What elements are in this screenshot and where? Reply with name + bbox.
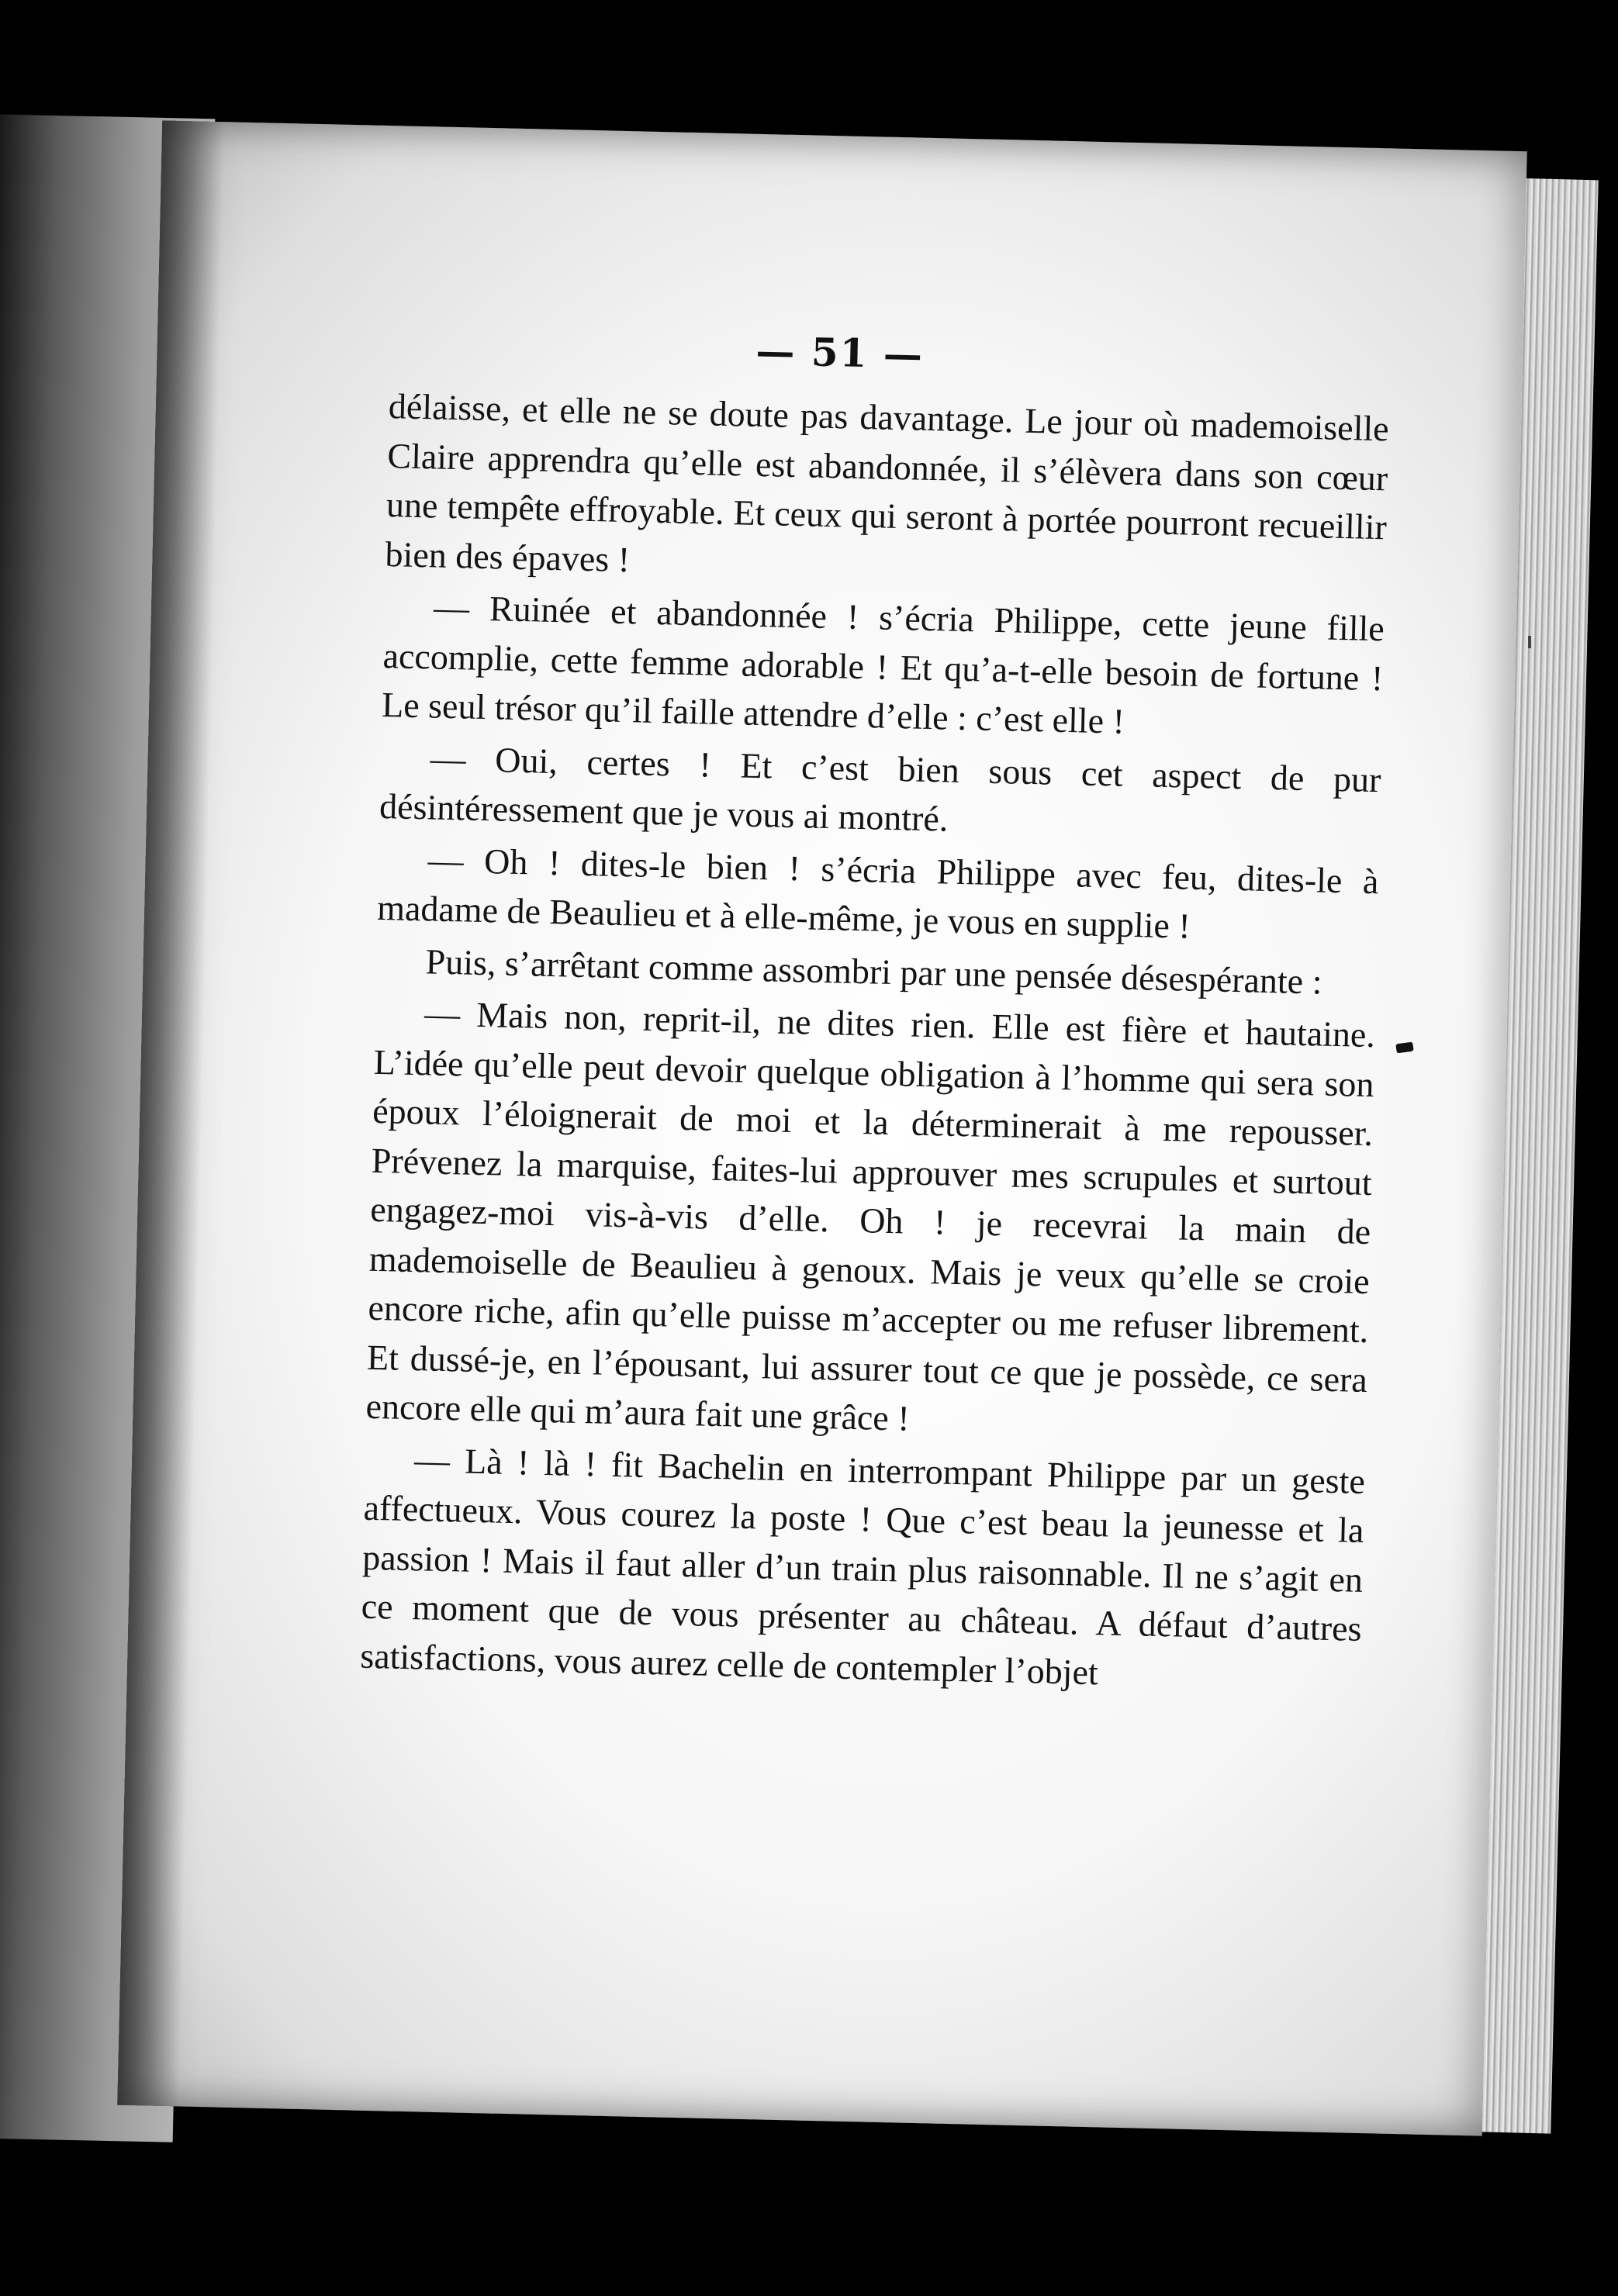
- paragraph: — Oui, certes ! Et c’est bien sous cet aspect de pur désintéressement que je vous ai montré.: [379, 737, 1381, 839]
- page-text: [360, 382, 1390, 1706]
- ink-tick-mark: [1528, 636, 1531, 648]
- paragraph: délaisse, et elle ne se doute pas davantage. Le jour où mademoiselle Claire apprendra qu’elle est abandonnée, il s’élèvera dans son cœur une tempête effroyable. Et ceux qui seront à portée pourront recueillir bien des épaves !: [385, 386, 1390, 579]
- paragraph: Puis, s’arrêtant comme assombri par une pensée désespérante :: [425, 941, 1323, 1002]
- paragraph: — Là ! là ! fit Bachelin en interrompant Philippe par un geste affectueux. Vous courez la poste ! Que c’est beau la jeunesse et la passion ! Mais il faut aller d’un train plus raisonnable. Il ne s’agit en ce moment que de vous présenter au château. A défaut d’autres satisfactions, vous aurez celle de contempler l’objet: [359, 1439, 1366, 1692]
- paragraph: — Ruinée et abandonnée ! s’écria Philippe, cette jeune fille accomplie, cette femme adorable ! Et qu’a-t-elle besoin de fortune ! Le seul trésor qu’il faille attendre d’elle : c’est elle !: [381, 587, 1385, 741]
- book-page: [117, 120, 1527, 2135]
- paragraph: — Oh ! dites-le bien ! s’écria Philippe avec feu, dites-le à madame de Beaulieu et à elle-même, je vous en supplie !: [376, 839, 1379, 946]
- paragraph: — Mais non, reprit-il, ne dites rien. Elle est fière et hautaine. L’idée qu’elle peut devoir quelque obligation à l’homme qui sera son époux l’éloignerait de moi et la déterminerait à me repousser. Prévenez la marquise, faites-lui approuver mes scrupules et surtout engagez-moi vis-à-vis d’elle. Oh ! je recevrai la main de mademoiselle de Beaulieu à genoux. Mais je veux qu’elle se croie encore riche, afin qu’elle puisse m’accepter ou me refuser librement. Et dussé-je, en l’épousant, lui assurer tout ce que je possède, ce sera encore elle qui m’aura fait une grâce !: [365, 993, 1376, 1438]
- page-number: — 51 —: [755, 327, 925, 378]
